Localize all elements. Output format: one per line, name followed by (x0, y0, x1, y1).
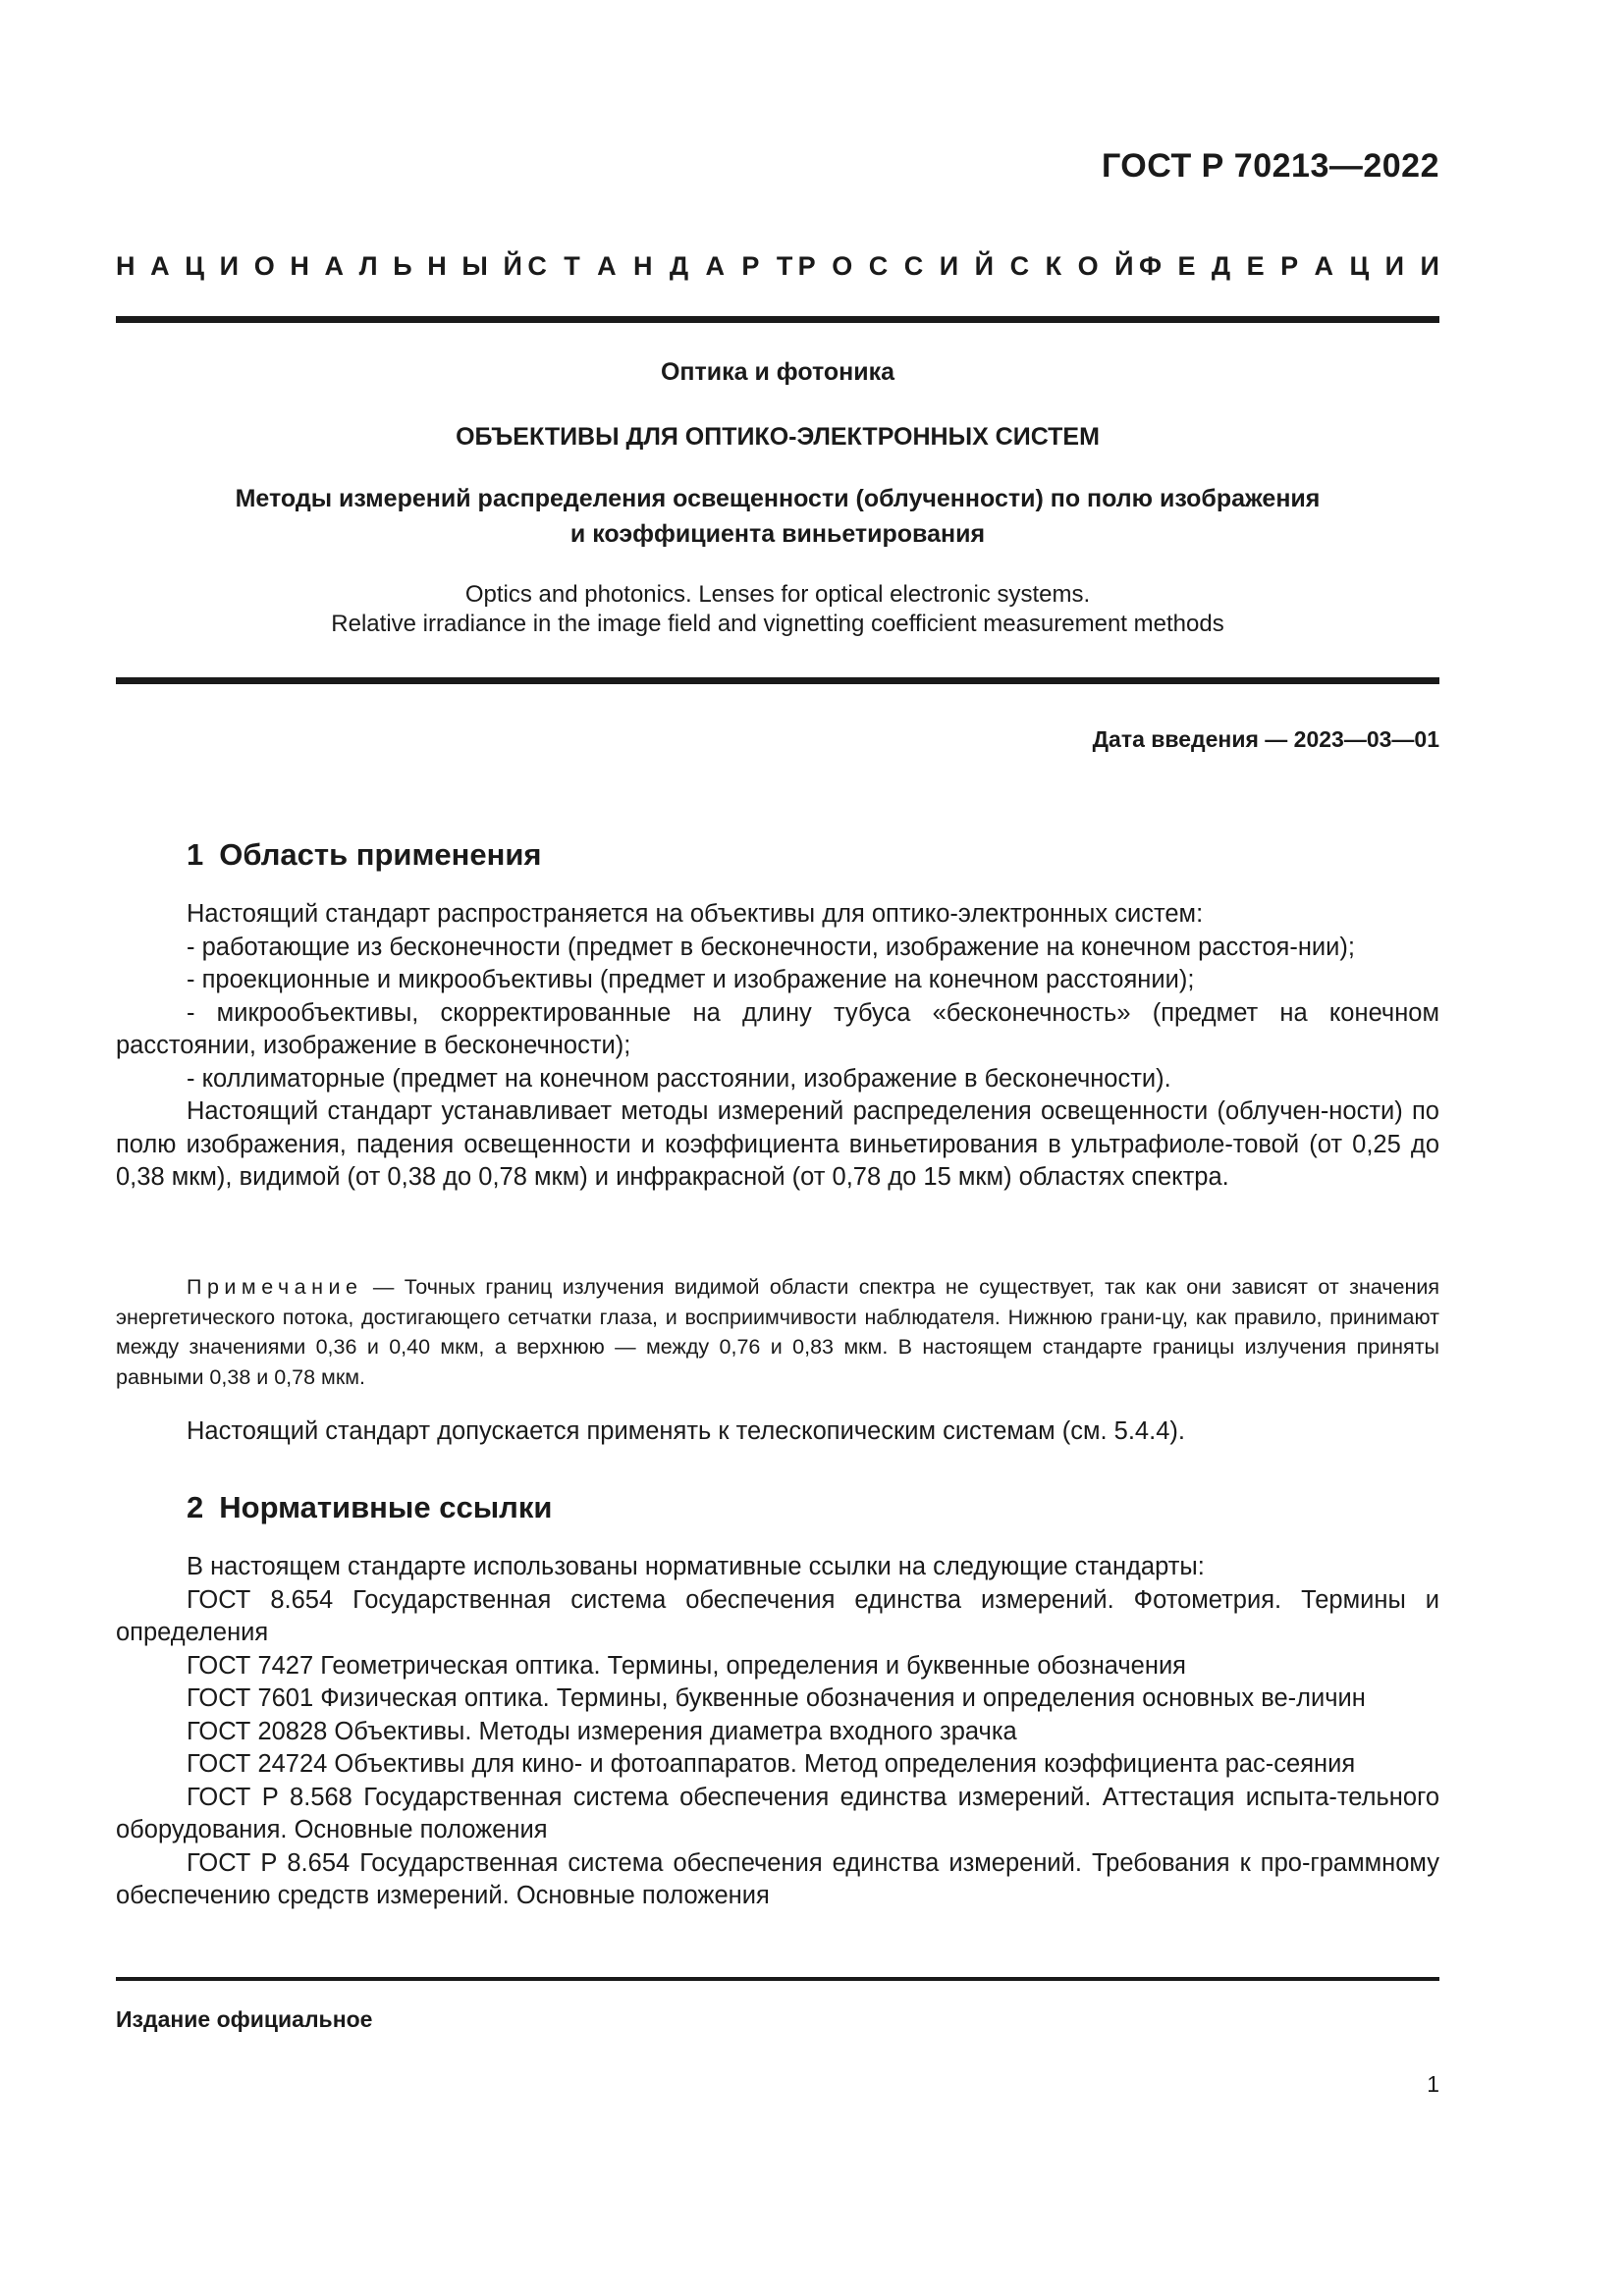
reference-item: ГОСТ 8.654 Государственная система обеспечения единства измерений. Фотометрия. Термины и определения (116, 1585, 1439, 1646)
national-standard-word: Ф Е Д Е Р А Ц И И (1138, 251, 1439, 281)
main-title: ОБЪЕКТИВЫ ДЛЯ ОПТИКО-ЭЛЕКТРОННЫХ СИСТЕМ (456, 423, 1100, 451)
section-1-final (116, 1415, 1439, 1449)
list-item: - микрообъективы, скорректированные на длину тубуса «бесконечность» (предмет на конечном расстоянии, изображение в бесконечности); (116, 998, 1439, 1059)
reference-item: ГОСТ 7427 Геометрическая оптика. Термины, определения и буквенные обозначения (187, 1651, 1186, 1680)
national-standard-word: Р О С С И Й С К О Й (797, 251, 1134, 281)
list-item: - проекционные и микрообъективы (предмет и изображение на конечном расстоянии); (187, 966, 1195, 993)
section-2-number: 2 (187, 1490, 204, 1524)
subtitle-line-2: и коэффициента виньетирования (569, 520, 986, 548)
section-2-heading (187, 1490, 552, 1525)
section-1-title: Область применения (219, 837, 542, 872)
note (116, 1272, 1439, 1392)
footer-rule (116, 1977, 1439, 1981)
list-item: - работающие из бесконечности (предмет в бесконечности, изображение на конечном расстоя-нии); (187, 933, 1355, 961)
reference-item: ГОСТ 7601 Физическая оптика. Термины, буквенные обозначения и определения основных ве-личин (187, 1684, 1366, 1712)
english-title-line-1: Optics and photonics. Lenses for optical electronic systems. (464, 581, 1091, 608)
section-1-body (116, 898, 1439, 1195)
section-2-title: Нормативные ссылки (219, 1490, 553, 1524)
national-standard-heading (116, 251, 1439, 282)
document-id: ГОСТ Р 70213—2022 (1101, 147, 1439, 185)
paragraph: В настоящем стандарте использованы нормативные ссылки на следующие стандарты: (187, 1553, 1205, 1580)
page-number: 1 (1427, 2071, 1439, 2097)
top-rule (116, 316, 1439, 323)
edition-label: Издание официальное (116, 2006, 373, 2032)
introduction-date: Дата введения — 2023—03—01 (1092, 726, 1439, 752)
category-title: Оптика и фотоника (660, 358, 895, 386)
section-1-number: 1 (187, 837, 204, 872)
paragraph: Настоящий стандарт распространяется на объективы для оптико-электронных систем: (187, 900, 1204, 928)
reference-item: ГОСТ 20828 Объективы. Методы измерения диаметра входного зрачка (187, 1717, 1017, 1745)
paragraph: Настоящий стандарт допускается применять к телескопическим системам (см. 5.4.4). (187, 1417, 1185, 1445)
list-item: - коллиматорные (предмет на конечном расстоянии, изображение в бесконечности). (187, 1064, 1171, 1093)
note-label: Примечание (187, 1275, 363, 1299)
section-2-body (116, 1551, 1439, 1913)
paragraph: Настоящий стандарт устанавливает методы измерений распределения освещенности (облучен-ности) по полю изображения, падения освещенности и коэффициента виньетирования в ультрафиоле-товой (от 0,25 до 0,38 мкм), видимой (от 0,38 до 0,78 мкм) и инфракрасной (от 0,78 до 15 мкм) областях спектра. (116, 1097, 1439, 1191)
english-title-line-2: Relative irradiance in the image field and vignetting coefficient measurement methods (331, 611, 1224, 637)
title-bottom-rule (116, 677, 1439, 684)
reference-item: ГОСТ 24724 Объективы для кино- и фотоаппаратов. Метод определения коэффициента рас-сеяния (187, 1750, 1356, 1778)
national-standard-word: Н А Ц И О Н А Л Ь Н Ы Й (116, 251, 522, 281)
section-1-heading (187, 837, 542, 873)
national-standard-word: С Т А Н Д А Р Т (527, 251, 793, 281)
reference-item: ГОСТ Р 8.654 Государственная система обеспечения единства измерений. Требования к про-граммному обеспечению средств измерений. Основные положения (116, 1848, 1439, 1909)
document-page (116, 0, 1439, 2296)
subtitle-line-1: Методы измерений распределения освещенности (облученности) по полю изображения (235, 485, 1321, 512)
reference-item: ГОСТ Р 8.568 Государственная система обеспечения единства измерений. Аттестация испыта-тельного оборудования. Основные положения (116, 1783, 1439, 1843)
note-text: — Точных границ излучения видимой области спектра не существует, так как они зависят от значения энергетического потока, достигающего сетчатки глаза, и восприимчивости наблюдателя. Нижнюю грани-цу, как правило, принимают между значениями 0,36 и 0,40 мкм, а верхнюю — между 0,76 и 0,83 мкм. В настоящем стандарте границы излучения приняты равными 0,38 и 0,78 мкм. (116, 1275, 1439, 1389)
